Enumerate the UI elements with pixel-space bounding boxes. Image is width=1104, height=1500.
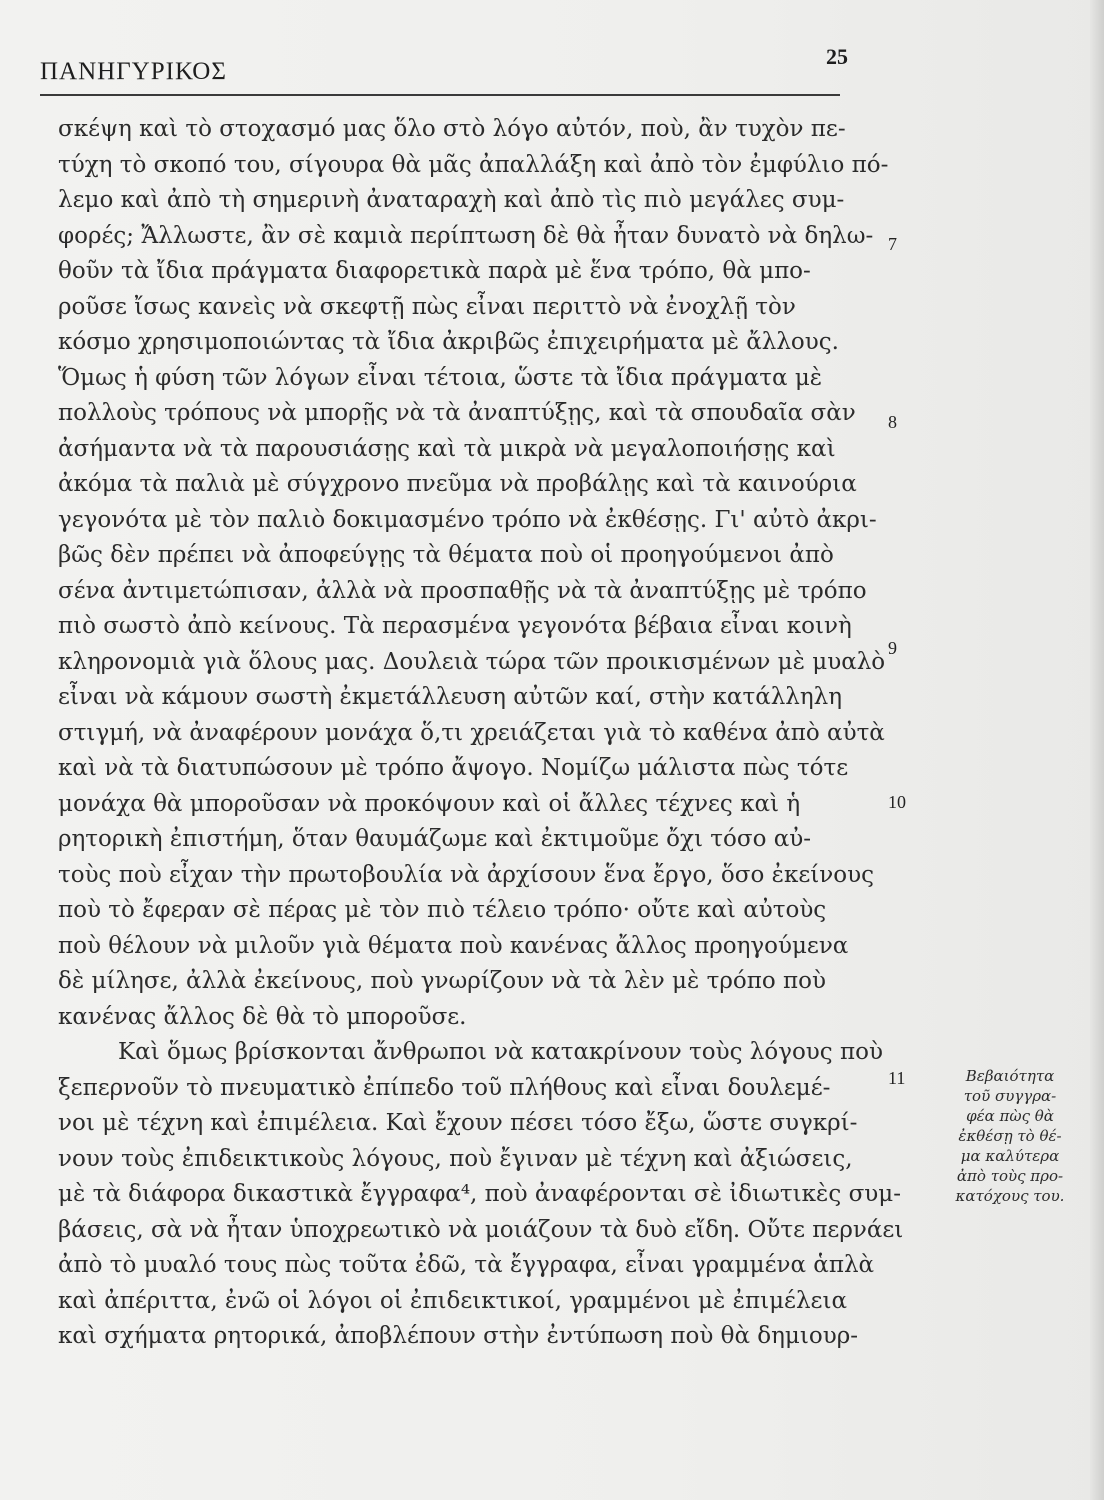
margin-note-line: φέα πὼς θὰ (966, 1107, 1054, 1125)
text-line: ποὺ θέλουν νὰ μιλοῦν γιὰ θέματα ποὺ κανένας ἄλλος προηγούμενα (58, 932, 849, 959)
text-line: ἀσήμαντα νὰ τὰ παρουσιάσῃς καὶ τὰ μικρὰ νὰ μεγαλοποιήσῃς καὶ (58, 435, 836, 462)
text-line: ροῦσε ἴσως κανεὶς νὰ σκεφτῇ πὼς εἶναι περιττὸ νὰ ἐνοχλῇ τὸν (58, 293, 796, 320)
text-line: βῶς δὲν πρέπει νὰ ἀποφεύγῃς τὰ θέματα ποὺ οἱ προηγούμενοι ἀπὸ (58, 542, 834, 568)
text-line: Ὅμως ἡ φύση τῶν λόγων εἶναι τέτοια, ὥστε τὰ ἴδια πράγματα μὲ (58, 364, 823, 391)
text-line: καὶ ἀπέριττα, ἐνῶ οἱ λόγοι οἱ ἐπιδεικτικοί, γραμμένοι μὲ ἐπιμέλεια (58, 1287, 848, 1314)
text-line: κανένας ἄλλος δὲ θὰ τὸ μποροῦσε. (58, 1003, 467, 1030)
margin-note-line: μα καλύτερα (960, 1147, 1060, 1165)
page-number: 25 (826, 44, 848, 69)
text-line: ξεπερνοῦν τὸ πνευματικὸ ἐπίπεδο τοῦ πλήθους καὶ εἶναι δουλεμέ- (58, 1074, 831, 1101)
text-line: δὲ μίλησε, ἀλλὰ ἐκείνους, ποὺ γνωρίζουν νὰ τὰ λὲν μὲ τρόπο ποὺ (58, 968, 826, 994)
margin-note-line: τοῦ συγγρα- (963, 1087, 1057, 1105)
text-line: βάσεις, σὰ νὰ ἦταν ὑποχρεωτικὸ νὰ μοιάζουν τὰ δυὸ εἴδη. Οὔτε περνάει (58, 1216, 904, 1243)
text-line: νουν τοὺς ἐπιδεικτικοὺς λόγους, ποὺ ἔγιναν μὲ τέχνη καὶ ἀξιώσεις, (58, 1145, 853, 1172)
text-line: στιγμή, νὰ ἀναφέρουν μονάχα ὅ,τι χρειάζεται γιὰ τὸ καθένα ἀπὸ αὐτὰ (58, 719, 885, 746)
text-line: καὶ σχήματα ρητορικά, ἀποβλέπουν στὴν ἐντύπωση ποὺ θὰ δημιουρ- (58, 1323, 859, 1349)
paragraph-number: 11 (888, 1068, 906, 1088)
margin-note (930, 1066, 1090, 1206)
margin-note-line: Βεβαιότητα (965, 1067, 1055, 1085)
text-line: ἀκόμα τὰ παλιὰ μὲ σύγχρονο πνεῦμα νὰ προβάλῃς καὶ τὰ καινούρια (58, 471, 857, 497)
text-line: ποὺ τὸ ἔφεραν σὲ πέρας μὲ τὸν πιὸ τέλειο τρόπο· οὔτε καὶ αὐτοὺς (58, 897, 827, 923)
margin-note-line: ἀπὸ τοὺς προ- (956, 1167, 1064, 1185)
text-line: σένα ἀντιμετώπισαν, ἀλλὰ νὰ προσπαθῇς νὰ τὰ ἀναπτύξῃς μὲ τρόπο (58, 577, 867, 604)
text-line: τοὺς ποὺ εἶχαν τὴν πρωτοβουλία νὰ ἀρχίσουν ἕνα ἔργο, ὅσο ἐκείνους (58, 861, 874, 888)
text-line: λεμο καὶ ἀπὸ τὴ σημερινὴ ἀναταραχὴ καὶ ἀπὸ τὶς πιὸ μεγάλες συμ- (58, 187, 845, 213)
text-line: κόσμο χρησιμοποιώντας τὰ ἴδια ἀκριβῶς ἐπιχειρήματα μὲ ἄλλους. (58, 329, 839, 355)
text-line: μὲ τὰ διάφορα δικαστικὰ ἔγγραφα⁴, ποὺ ἀναφέρονται σὲ ἰδιωτικὲς συμ- (58, 1181, 901, 1207)
text-line: καὶ νὰ τὰ διατυπώσουν μὲ τρόπο ἄψογο. Νομίζω μάλιστα πὼς τότε (58, 755, 849, 781)
text-line: πολλοὺς τρόπους νὰ μπορῇς νὰ τὰ ἀναπτύξῃς, καὶ τὰ σπουδαῖα σὰν (58, 400, 856, 426)
text-line: κληρονομιὰ γιὰ ὅλους μας. Δουλειὰ τώρα τῶν προικισμένων μὲ μυαλὸ (58, 648, 886, 675)
text-line: γεγονότα μὲ τὸν παλιὸ δοκιμασμένο τρόπο νὰ ἐκθέσῃς. Γι' αὐτὸ ἀκρι- (58, 506, 877, 533)
text-line: εἶναι νὰ κάμουν σωστὴ ἐκμετάλλευση αὐτῶν καί, στὴν κατάλληλη (58, 684, 843, 710)
text-line: πιὸ σωστὸ ἀπὸ κείνους. Τὰ περασμένα γεγονότα βέβαια εἶναι κοινὴ (58, 613, 852, 639)
text-line: φορές; Ἄλλωστε, ἂν σὲ καμιὰ περίπτωση δὲ θὰ ἦταν δυνατὸ νὰ δηλω- (58, 222, 874, 249)
text-line: μονάχα θὰ μποροῦσαν νὰ προκόψουν καὶ οἱ ἄλλες τέχνες καὶ ἡ (58, 790, 801, 817)
text-line: θοῦν τὰ ἴδια πράγματα διαφορετικὰ παρὰ μὲ ἕνα τρόπο, θὰ μπο- (58, 258, 811, 284)
text-line: τύχη τὸ σκοπό του, σίγουρα θὰ μᾶς ἀπαλλάξη καὶ ἀπὸ τὸν ἐμφύλιο πό- (58, 151, 889, 178)
text-line: νοι μὲ τέχνη καὶ ἐπιμέλεια. Καὶ ἔχουν πέσει τόσο ἔξω, ὥστε συγκρί- (58, 1110, 858, 1136)
paragraph-number: 7 (888, 234, 897, 254)
text-line: ἀπὸ τὸ μυαλό τους πὼς τοῦτα ἐδῶ, τὰ ἔγγραφα, εἶναι γραμμένα ἁπλὰ (58, 1252, 875, 1278)
text-line: ρητορικὴ ἐπιστήμη, ὅταν θαυμάζωμε καὶ ἐκτιμοῦμε ὄχι τόσο αὐ- (58, 826, 812, 852)
header-rule (40, 94, 840, 96)
scan-edge-shadow (1090, 0, 1104, 1500)
margin-note-line: ἐκθέσῃ τὸ θέ- (958, 1127, 1062, 1145)
paragraph-number: 8 (888, 412, 897, 432)
paragraph-number: 10 (888, 792, 906, 812)
margin-note-line: κατόχους του. (955, 1187, 1065, 1205)
paragraph-number: 9 (888, 638, 897, 658)
text-line: σκέψη καὶ τὸ στοχασμό μας ὅλο στὸ λόγο αὐτόν, ποὺ, ἂν τυχὸν πε- (58, 116, 846, 142)
text-line: Καὶ ὅμως βρίσκονται ἄνθρωποι νὰ κατακρίνουν τοὺς λόγους ποὺ (118, 1039, 883, 1065)
running-header-title: ΠΑΝΗΓΥΡΙΚΟΣ (40, 58, 227, 85)
